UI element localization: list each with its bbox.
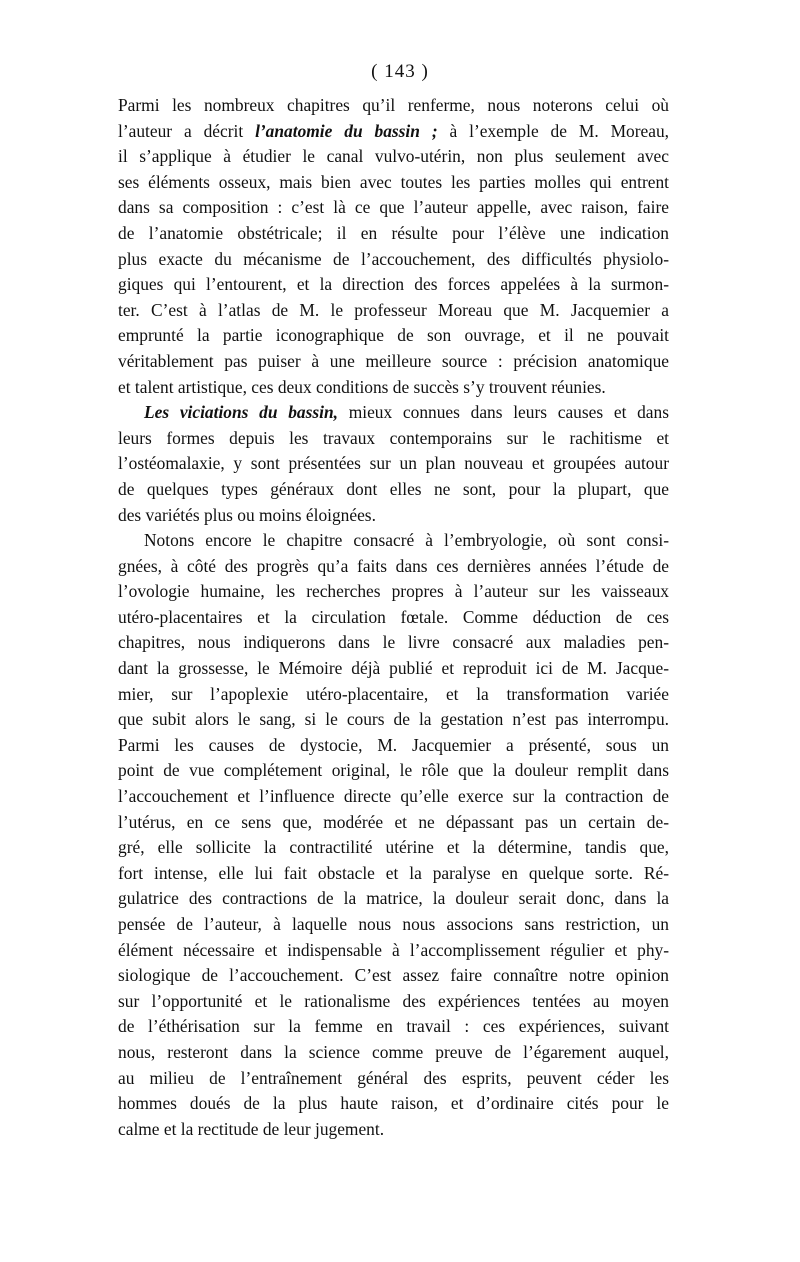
text-line: dans sa composition : c’est là ce que l’auteur appelle, avec raison, faire bbox=[118, 197, 669, 218]
text-line: chapitres, nous indiquerons dans le livre consacré aux maladies pen- bbox=[118, 632, 669, 653]
italic-phrase: Les viciations du bassin, bbox=[144, 402, 339, 423]
text-line: Parmi les nombreux chapitres qu’il renferme, nous noterons celui où bbox=[118, 95, 669, 115]
text-line: hommes doués de la plus haute raison, et d’ordinaire cités pour le bbox=[118, 1093, 669, 1114]
text-line: Notons encore le chapitre consacré à l’embryologie, où sont consi- bbox=[144, 530, 669, 551]
body-text bbox=[118, 93, 669, 1142]
text-line: ter. C’est à l’atlas de M. le professeur Moreau que M. Jacquemier a bbox=[118, 299, 669, 320]
text-line: véritablement pas puiser à une meilleure source : précision anatomique bbox=[118, 350, 669, 371]
text-line: que subit alors le sang, si le cours de la gestation n’est pas interrompu. bbox=[118, 709, 669, 730]
text-line: dant la grossesse, le Mémoire déjà publié et reproduit ici de M. Jacque- bbox=[118, 658, 669, 679]
text-line: Les viciations du bassin, mieux connues dans leurs causes et dans bbox=[144, 402, 669, 423]
text-line: de quelques types généraux dont elles ne sont, pour la plupart, que bbox=[118, 478, 669, 499]
text-line: l’ostéomalaxie, y sont présentées sur un plan nouveau et groupées autour bbox=[118, 453, 669, 474]
text-line: gulatrice des contractions de la matrice, la douleur serait donc, dans la bbox=[118, 888, 669, 909]
italic-phrase: l’anatomie du bassin ; bbox=[255, 120, 438, 141]
text-line: leurs formes depuis les travaux contemporains sur le rachitisme et bbox=[118, 427, 669, 448]
text-line: plus exacte du mécanisme de l’accouchement, des difficultés physiolo- bbox=[118, 248, 669, 269]
text-line: gré, elle sollicite la contractilité utérine et la détermine, tandis que, bbox=[118, 837, 669, 858]
text-line: fort intense, elle lui fait obstacle et la paralyse en quelque sorte. Ré- bbox=[118, 862, 669, 883]
text-line: l’accouchement et l’influence directe qu’elle exerce sur la contraction de bbox=[118, 786, 669, 807]
text-line: sur l’opportunité et le rationalisme des expériences tentées au moyen bbox=[118, 990, 669, 1011]
text-line: de l’anatomie obstétricale; il en résulte pour l’élève une indication bbox=[118, 222, 669, 243]
text-line: calme et la rectitude de leur jugement. bbox=[118, 1118, 385, 1139]
text-line: il s’applique à étudier le canal vulvo-utérin, non plus seulement avec bbox=[118, 146, 669, 167]
text-line: nous, resteront dans la science comme preuve de l’égarement auquel, bbox=[118, 1041, 669, 1062]
text-line: Parmi les causes de dystocie, M. Jacquemier a présenté, sous un bbox=[118, 734, 669, 755]
text-line: des variétés plus ou moins éloignées. bbox=[118, 504, 376, 525]
text-line: l’utérus, en ce sens que, modérée et ne dépassant pas un certain de- bbox=[118, 811, 669, 832]
text-line: ses éléments osseux, mais bien avec toutes les parties molles qui entrent bbox=[118, 171, 669, 192]
text-line: de l’éthérisation sur la femme en travail : ces expériences, suivant bbox=[118, 1016, 669, 1037]
text-line: au milieu de l’entraînement général des esprits, peuvent céder les bbox=[118, 1067, 669, 1088]
text-line: l’auteur a décrit l’anatomie du bassin ; à l’exemple de M. Moreau, bbox=[118, 120, 669, 141]
text-line: point de vue complétement original, le rôle que la douleur remplit dans bbox=[118, 760, 669, 781]
text-line: utéro-placentaires et la circulation fœtale. Comme déduction de ces bbox=[118, 606, 669, 627]
text-line: élément nécessaire et indispensable à l’accomplissement régulier et phy- bbox=[118, 939, 669, 960]
page-number: ( 143 ) bbox=[371, 61, 429, 82]
text-line: gnées, à côté des progrès qu’a faits dans ces dernières années l’étude de bbox=[118, 555, 669, 576]
text-line: pensée de l’auteur, à laquelle nous nous associons sans restriction, un bbox=[118, 914, 669, 934]
text-line: emprunté la partie iconographique de son ouvrage, et il ne pouvait bbox=[118, 325, 669, 346]
text-line: mier, sur l’apoplexie utéro-placentaire, et la transformation variée bbox=[118, 683, 669, 704]
text-line: l’ovologie humaine, les recherches propres à l’auteur sur les vaisseaux bbox=[118, 581, 669, 602]
text-line: et talent artistique, ces deux conditions de succès s’y trouvent réunies. bbox=[118, 376, 606, 397]
text-line: siologique de l’accouchement. C’est assez faire connaître notre opinion bbox=[118, 965, 669, 986]
text-line: giques qui l’entourent, et la direction des forces appelées à la surmon- bbox=[118, 274, 669, 295]
